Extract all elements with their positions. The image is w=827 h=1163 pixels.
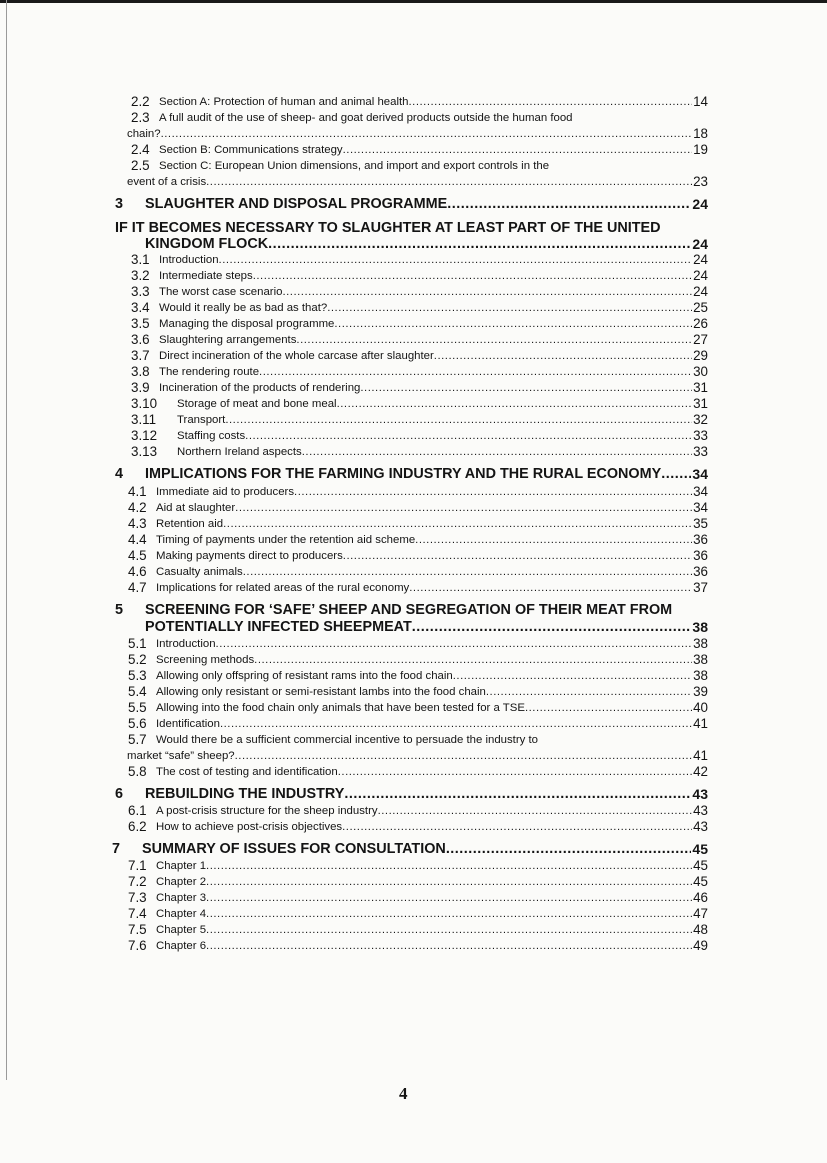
leader-dots [338, 764, 692, 780]
entry-title: Section A: Protection of human and animal health [159, 96, 409, 108]
toc-entry-7-4[interactable] [128, 906, 708, 922]
entry-page: 18 [693, 126, 708, 141]
entry-number: 4.5 [128, 548, 147, 563]
leader-dots [225, 412, 692, 428]
entry-page: 49 [693, 938, 708, 953]
leader-dots [245, 428, 692, 444]
entry-title: Section B: Communications strategy [159, 144, 343, 156]
entry-number: 3.11 [131, 412, 157, 427]
entry-number: 4.7 [128, 580, 147, 595]
entry-number: 2.2 [131, 94, 150, 109]
toc-entry-4-3[interactable] [128, 516, 708, 532]
toc-entry-6-1[interactable] [128, 803, 708, 819]
entry-title: Staffing costs [177, 430, 246, 442]
entry-page: 24 [693, 252, 708, 267]
entry-title: Direct incineration of the whole carcase after slaughter [159, 350, 434, 362]
entry-title: Introduction [159, 254, 219, 266]
heading-title: KINGDOM FLOCK [145, 236, 269, 252]
leader-dots [259, 364, 692, 380]
leader-dots [161, 126, 693, 142]
leader-dots [337, 396, 693, 412]
entry-page: 36 [693, 548, 708, 563]
leader-dots [360, 380, 692, 396]
entry-page: 39 [693, 684, 708, 699]
entry-title: Allowing into the food chain only animals that have been tested for a TSE [156, 702, 525, 714]
leader-dots [415, 532, 692, 548]
entry-page: 34 [693, 484, 708, 499]
toc-entry-6-2[interactable] [128, 819, 708, 835]
entry-page: 31 [693, 396, 708, 411]
leader-dots [343, 548, 692, 564]
toc-entry-2-3[interactable] [131, 110, 707, 126]
entry-page: 30 [693, 364, 708, 379]
leader-dots [219, 252, 693, 268]
entry-title: Allowing only offspring of resistant rams into the food chain [156, 670, 453, 682]
toc-entry-2-5-continued[interactable] [127, 174, 708, 190]
entry-number: 6.2 [128, 819, 147, 834]
entry-number: 2.5 [131, 158, 150, 173]
toc-entry-3-6[interactable] [131, 332, 708, 348]
toc-chapter-5-line-2[interactable] [145, 618, 708, 636]
toc-entry-2-5[interactable] [131, 158, 677, 174]
entry-number: 3.8 [131, 364, 150, 379]
entry-title: Identification [156, 718, 220, 730]
toc-entry-3-7[interactable] [131, 348, 708, 364]
leader-dots [296, 332, 692, 348]
toc-entry-3-9[interactable] [131, 380, 708, 396]
entry-page: 46 [693, 890, 708, 905]
entry-page: 26 [693, 316, 708, 331]
toc-entry-7-2[interactable] [128, 874, 708, 890]
entry-number: 5.6 [128, 716, 147, 731]
leader-dots [216, 636, 693, 652]
toc-entry-5-5[interactable] [128, 700, 708, 716]
toc-entry-7-6[interactable] [128, 938, 708, 954]
leader-dots [243, 564, 692, 580]
entry-page: 14 [693, 94, 708, 109]
entry-title-continued: market “safe” sheep? [127, 750, 235, 762]
entry-title: Allowing only resistant or semi-resistant lambs into the food chain [156, 686, 486, 698]
leader-dots [253, 268, 692, 284]
toc-entry-3-4[interactable] [131, 300, 708, 316]
leader-dots [235, 500, 692, 516]
entry-number: 2.4 [131, 142, 150, 157]
entry-title: Slaughtering arrangements [159, 334, 297, 346]
toc-entry-3-1[interactable] [131, 252, 708, 268]
toc-entry-5-1[interactable] [128, 636, 708, 652]
entry-title: Timing of payments under the retention aid scheme [156, 534, 416, 546]
entry-page: 34 [693, 500, 708, 515]
entry-page: 31 [693, 380, 708, 395]
entry-page: 33 [693, 444, 708, 459]
entry-page: 33 [693, 428, 708, 443]
chapter-page: 45 [692, 841, 708, 857]
leader-dots [447, 195, 691, 213]
leader-dots [378, 803, 693, 819]
leader-dots [282, 284, 692, 300]
toc-entry-4-6[interactable] [128, 564, 708, 580]
entry-title: Chapter 4 [156, 908, 207, 920]
chapter-number: 5 [115, 602, 124, 618]
chapter-3-heading-line-1[interactable]: IF IT BECOMES NECESSARY TO SLAUGHTER AT LEAST PART OF THE UNITED [115, 220, 661, 236]
entry-title: Incineration of the products of rendering [159, 382, 361, 394]
entry-number: 7.4 [128, 906, 147, 921]
toc-entry-4-4[interactable] [128, 532, 708, 548]
entry-page: 25 [693, 300, 708, 315]
entry-title: The rendering route [159, 366, 260, 378]
toc-entry-2-2[interactable] [131, 94, 708, 110]
chapter-title: SUMMARY OF ISSUES FOR CONSULTATION [142, 841, 446, 857]
entry-page: 43 [693, 803, 708, 818]
entry-page: 24 [693, 284, 708, 299]
entry-title: A post-crisis structure for the sheep industry [156, 805, 378, 817]
entry-title-continued: chain? [127, 128, 161, 140]
toc-entry-5-6[interactable] [128, 716, 708, 732]
entry-number: 4.2 [128, 500, 147, 515]
entry-number: 5.8 [128, 764, 147, 779]
entry-title: Chapter 6 [156, 940, 207, 952]
leader-dots [486, 684, 692, 700]
entry-title: The cost of testing and identification [156, 766, 338, 778]
entry-title: Casualty animals [156, 566, 243, 578]
entry-title: Introduction [156, 638, 216, 650]
entry-number: 7.2 [128, 874, 147, 889]
entry-number: 5.2 [128, 652, 147, 667]
entry-title: Implications for related areas of the rural economy [156, 582, 410, 594]
chapter-number: 7 [112, 841, 121, 857]
entry-page: 42 [693, 764, 708, 779]
entry-number: 4.4 [128, 532, 147, 547]
entry-page: 41 [693, 748, 708, 763]
leader-dots [206, 874, 692, 890]
entry-title: Aid at slaughter [156, 502, 236, 514]
leader-dots [409, 94, 693, 110]
toc-chapter-7[interactable] [112, 840, 708, 858]
chapter-number: 6 [115, 786, 124, 802]
entry-number: 7.3 [128, 890, 147, 905]
entry-number: 3.7 [131, 348, 150, 363]
entry-page: 36 [693, 564, 708, 579]
chapter-page: 43 [692, 786, 708, 802]
leader-dots [206, 174, 692, 190]
entry-title: Section C: European Union dimensions, and import and export controls in the [159, 160, 550, 172]
entry-number: 3.3 [131, 284, 150, 299]
toc-chapter-4[interactable] [115, 465, 708, 483]
entry-title: Transport [177, 414, 226, 426]
toc-entry-5-8[interactable] [128, 764, 708, 780]
entry-title: Chapter 5 [156, 924, 207, 936]
toc-entry-5-7-continued[interactable] [127, 748, 708, 764]
leader-dots [343, 142, 692, 158]
leader-dots [446, 840, 692, 858]
entry-title: The worst case scenario [159, 286, 283, 298]
entry-number: 6.1 [128, 803, 147, 818]
entry-number: 4.1 [128, 484, 147, 499]
toc-entry-5-3[interactable] [128, 668, 708, 684]
entry-number: 5.1 [128, 636, 147, 651]
toc-entry-5-7[interactable] [128, 732, 677, 748]
leader-dots [342, 819, 692, 835]
toc-entry-3-12[interactable] [131, 428, 708, 444]
entry-page: 38 [693, 668, 708, 683]
entry-number: 3.10 [131, 396, 158, 411]
entry-title: Intermediate steps [159, 270, 253, 282]
entry-title: Would there be a sufficient commercial incentive to persuade the industry to [156, 734, 539, 746]
toc-chapter-5[interactable] [115, 601, 672, 619]
leader-dots [220, 716, 692, 732]
leader-dots [235, 748, 692, 764]
chapter-title: REBUILDING THE INDUSTRY [145, 786, 345, 802]
entry-page: 29 [693, 348, 708, 363]
leader-dots [206, 890, 692, 906]
toc-entry-2-4[interactable] [131, 142, 708, 158]
entry-page: 45 [693, 874, 708, 889]
toc-chapter-6[interactable] [115, 785, 708, 803]
toc-entry-3-13[interactable] [131, 444, 708, 460]
entry-number: 3.6 [131, 332, 150, 347]
chapter-page: 38 [692, 619, 708, 635]
entry-title: Retention aid [156, 518, 224, 530]
toc-entry-2-3-continued[interactable] [127, 126, 708, 142]
leader-dots [525, 700, 692, 716]
chapter-title: SCREENING FOR ‘SAFE’ SHEEP AND SEGREGATION OF THEIR MEAT FROM [145, 602, 673, 618]
leader-dots [412, 618, 692, 636]
entry-title: Chapter 2 [156, 876, 207, 888]
entry-page: 35 [693, 516, 708, 531]
entry-number: 7.6 [128, 938, 147, 953]
entry-title: Storage of meat and bone meal [177, 398, 337, 410]
toc-entry-7-3[interactable] [128, 890, 708, 906]
entry-page: 38 [693, 636, 708, 651]
leader-dots [661, 465, 691, 483]
page-number: 4 [399, 1084, 408, 1103]
entry-title: Managing the disposal programme [159, 318, 335, 330]
toc-entry-4-7[interactable] [128, 580, 708, 596]
entry-page: 41 [693, 716, 708, 731]
heading-page: 24 [692, 236, 708, 252]
entry-number: 3.5 [131, 316, 150, 331]
chapter-number: 3 [115, 196, 124, 212]
entry-number: 3.12 [131, 428, 158, 443]
leader-dots [453, 668, 692, 684]
entry-number: 5.7 [128, 732, 147, 747]
entry-number: 3.2 [131, 268, 150, 283]
leader-dots [223, 516, 692, 532]
leader-dots [294, 484, 692, 500]
entry-number: 5.3 [128, 668, 147, 683]
entry-title: Northern Ireland aspects [177, 446, 302, 458]
leader-dots [327, 300, 692, 316]
leader-dots [409, 580, 692, 596]
leader-dots [206, 906, 692, 922]
entry-number: 3.13 [131, 444, 158, 459]
leader-dots [334, 316, 692, 332]
toc-entry-3-5[interactable] [131, 316, 708, 332]
entry-page: 32 [693, 412, 708, 427]
leader-dots [206, 922, 692, 938]
entry-page: 37 [693, 580, 708, 595]
entry-title: How to achieve post-crisis objectives [156, 821, 343, 833]
entry-page: 19 [693, 142, 708, 157]
toc-chapter-3[interactable] [115, 195, 708, 213]
entry-page: 23 [693, 174, 708, 189]
entry-title: Chapter 1 [156, 860, 207, 872]
entry-title-continued: event of a crisis [127, 176, 207, 188]
entry-title: Chapter 3 [156, 892, 207, 904]
entry-number: 4.6 [128, 564, 147, 579]
toc-entry-4-2[interactable] [128, 500, 708, 516]
entry-page: 36 [693, 532, 708, 547]
leader-dots [268, 235, 691, 253]
leader-dots [344, 785, 691, 803]
entry-page: 38 [693, 652, 708, 667]
chapter-title: SLAUGHTER AND DISPOSAL PROGRAMME [145, 196, 448, 212]
leader-dots [302, 444, 692, 460]
chapter-title-continued: POTENTIALLY INFECTED SHEEPMEAT [145, 619, 412, 635]
leader-dots [206, 938, 692, 954]
toc-entry-3-8[interactable] [131, 364, 708, 380]
entry-page: 45 [693, 858, 708, 873]
entry-number: 2.3 [131, 110, 150, 125]
toc-entry-5-2[interactable] [128, 652, 708, 668]
toc-entry-3-11[interactable] [131, 412, 708, 428]
toc-entry-7-1[interactable] [128, 858, 708, 874]
entry-number: 4.3 [128, 516, 147, 531]
chapter-title: IMPLICATIONS FOR THE FARMING INDUSTRY AND THE RURAL ECONOMY [145, 466, 662, 482]
entry-title: Immediate aid to producers [156, 486, 295, 498]
entry-number: 3.1 [131, 252, 150, 267]
chapter-number: 4 [115, 466, 124, 482]
entry-number: 3.4 [131, 300, 150, 315]
toc-entry-3-3[interactable] [131, 284, 708, 300]
entry-title: Making payments direct to producers [156, 550, 343, 562]
toc-entry-7-5[interactable] [128, 922, 708, 938]
entry-page: 47 [693, 906, 708, 921]
toc-entry-3-2[interactable] [131, 268, 708, 284]
chapter-3-heading-line-2[interactable] [145, 235, 708, 253]
entry-title: A full audit of the use of sheep- and goat derived products outside the human food [159, 112, 573, 124]
entry-number: 5.4 [128, 684, 147, 699]
entry-title: Would it really be as bad as that? [159, 302, 328, 314]
chapter-page: 24 [692, 196, 708, 212]
entry-number: 7.1 [128, 858, 147, 873]
entry-page: 40 [693, 700, 708, 715]
entry-number: 7.5 [128, 922, 147, 937]
leader-dots [254, 652, 692, 668]
toc-entry-4-1[interactable] [128, 484, 708, 500]
toc-entry-4-5[interactable] [128, 548, 708, 564]
leader-dots [434, 348, 692, 364]
entry-page: 24 [693, 268, 708, 283]
chapter-page: 34 [692, 466, 708, 482]
entry-page: 27 [693, 332, 708, 347]
toc-entry-3-10[interactable] [131, 396, 708, 412]
entry-page: 43 [693, 819, 708, 834]
entry-number: 5.5 [128, 700, 147, 715]
toc-entry-5-4[interactable] [128, 684, 708, 700]
entry-number: 3.9 [131, 380, 150, 395]
entry-title: Screening methods [156, 654, 255, 666]
leader-dots [206, 858, 692, 874]
entry-page: 48 [693, 922, 708, 937]
